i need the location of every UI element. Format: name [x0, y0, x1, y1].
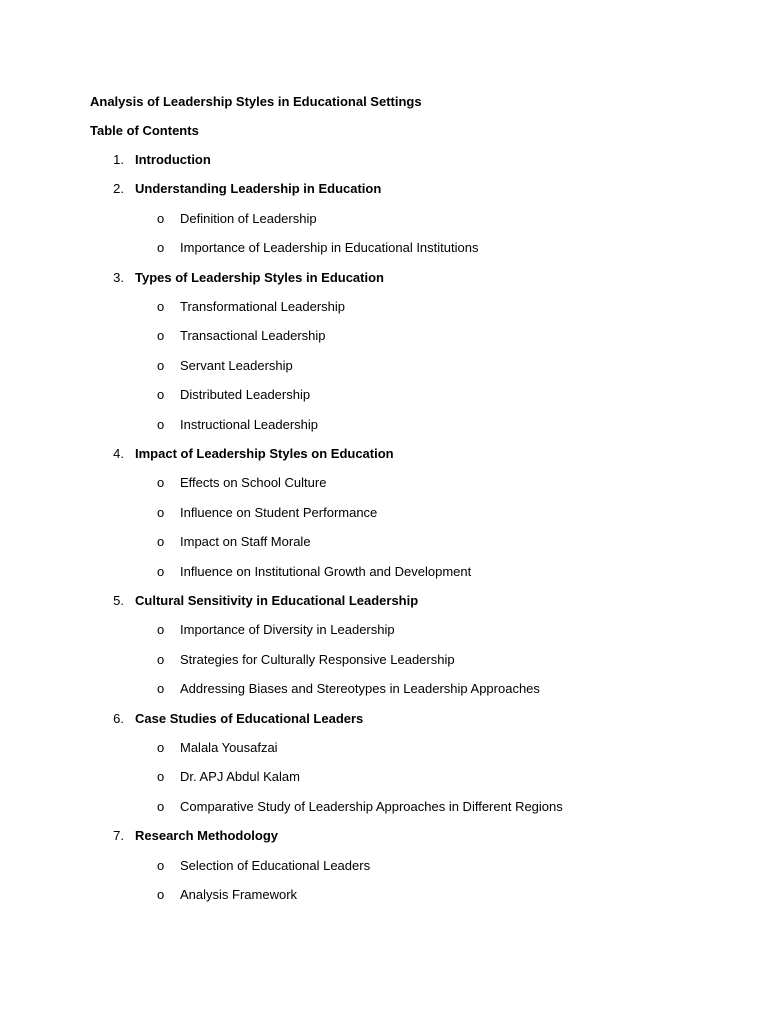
- list-bullet-icon: o: [157, 534, 165, 550]
- toc-section-number: 5.: [113, 593, 124, 608]
- toc-section-title: Case Studies of Educational Leaders: [135, 710, 364, 726]
- toc-subitem: Influence on Institutional Growth and Development: [180, 563, 472, 579]
- toc-subitem: Comparative Study of Leadership Approaches in Different Regions: [180, 798, 563, 814]
- toc-subitem: Selection of Educational Leaders: [180, 857, 371, 873]
- toc-section-title: Understanding Leadership in Education: [135, 181, 382, 197]
- toc-subitem: Transactional Leadership: [180, 328, 326, 344]
- list-bullet-icon: o: [157, 681, 165, 697]
- list-bullet-icon: o: [157, 769, 165, 785]
- toc-section-number: 3.: [113, 269, 124, 285]
- list-bullet-icon: o: [157, 740, 165, 755]
- toc-subitem: Malala Yousafzai: [180, 740, 278, 755]
- list-bullet-icon: o: [157, 651, 165, 667]
- toc-subitem: Servant Leadership: [180, 357, 293, 373]
- toc-subitem: Effects on School Culture: [180, 475, 327, 491]
- list-bullet-icon: o: [157, 357, 165, 373]
- toc-section-title: Types of Leadership Styles in Education: [135, 269, 384, 285]
- toc-section-title: Impact of Leadership Styles on Education: [135, 446, 394, 461]
- toc-subitem: Dr. APJ Abdul Kalam: [180, 769, 300, 785]
- toc-section-number: 1.: [113, 152, 124, 167]
- list-bullet-icon: o: [157, 210, 165, 226]
- list-bullet-icon: o: [157, 299, 165, 314]
- toc-section-number: 4.: [113, 446, 124, 461]
- toc-section-number: 6.: [113, 710, 124, 726]
- list-bullet-icon: o: [157, 416, 165, 432]
- document-title: Analysis of Leadership Styles in Educational Settings: [90, 94, 422, 109]
- list-bullet-icon: o: [157, 475, 165, 491]
- toc-section-title: Introduction: [135, 152, 211, 167]
- toc-section-title: Cultural Sensitivity in Educational Leadership: [135, 593, 419, 608]
- list-bullet-icon: o: [157, 563, 165, 579]
- toc-subitem: Instructional Leadership: [180, 416, 319, 432]
- toc-subitem: Addressing Biases and Stereotypes in Leadership Approaches: [180, 681, 540, 697]
- toc-section-number: 2.: [113, 181, 124, 197]
- list-bullet-icon: o: [157, 387, 165, 403]
- list-bullet-icon: o: [157, 798, 165, 814]
- toc-subitem: Importance of Diversity in Leadership: [180, 622, 395, 638]
- list-bullet-icon: o: [157, 857, 165, 873]
- toc-subitem: Impact on Staff Morale: [180, 534, 311, 550]
- toc-section-title: Research Methodology: [135, 828, 279, 844]
- toc-subitem: Definition of Leadership: [180, 210, 317, 226]
- toc-subitem: Analysis Framework: [180, 887, 298, 902]
- toc-subitem: Distributed Leadership: [180, 387, 311, 403]
- list-bullet-icon: o: [157, 240, 165, 256]
- list-bullet-icon: o: [157, 887, 165, 902]
- toc-subitem: Strategies for Culturally Responsive Leadership: [180, 651, 455, 667]
- toc-section-number: 7.: [113, 828, 124, 844]
- toc-subitem: Influence on Student Performance: [180, 504, 378, 520]
- list-bullet-icon: o: [157, 328, 165, 344]
- toc-subitem: Importance of Leadership in Educational Institutions: [180, 240, 479, 256]
- list-bullet-icon: o: [157, 504, 165, 520]
- toc-subitem: Transformational Leadership: [180, 299, 345, 314]
- list-bullet-icon: o: [157, 622, 165, 638]
- toc-heading: Table of Contents: [90, 123, 199, 138]
